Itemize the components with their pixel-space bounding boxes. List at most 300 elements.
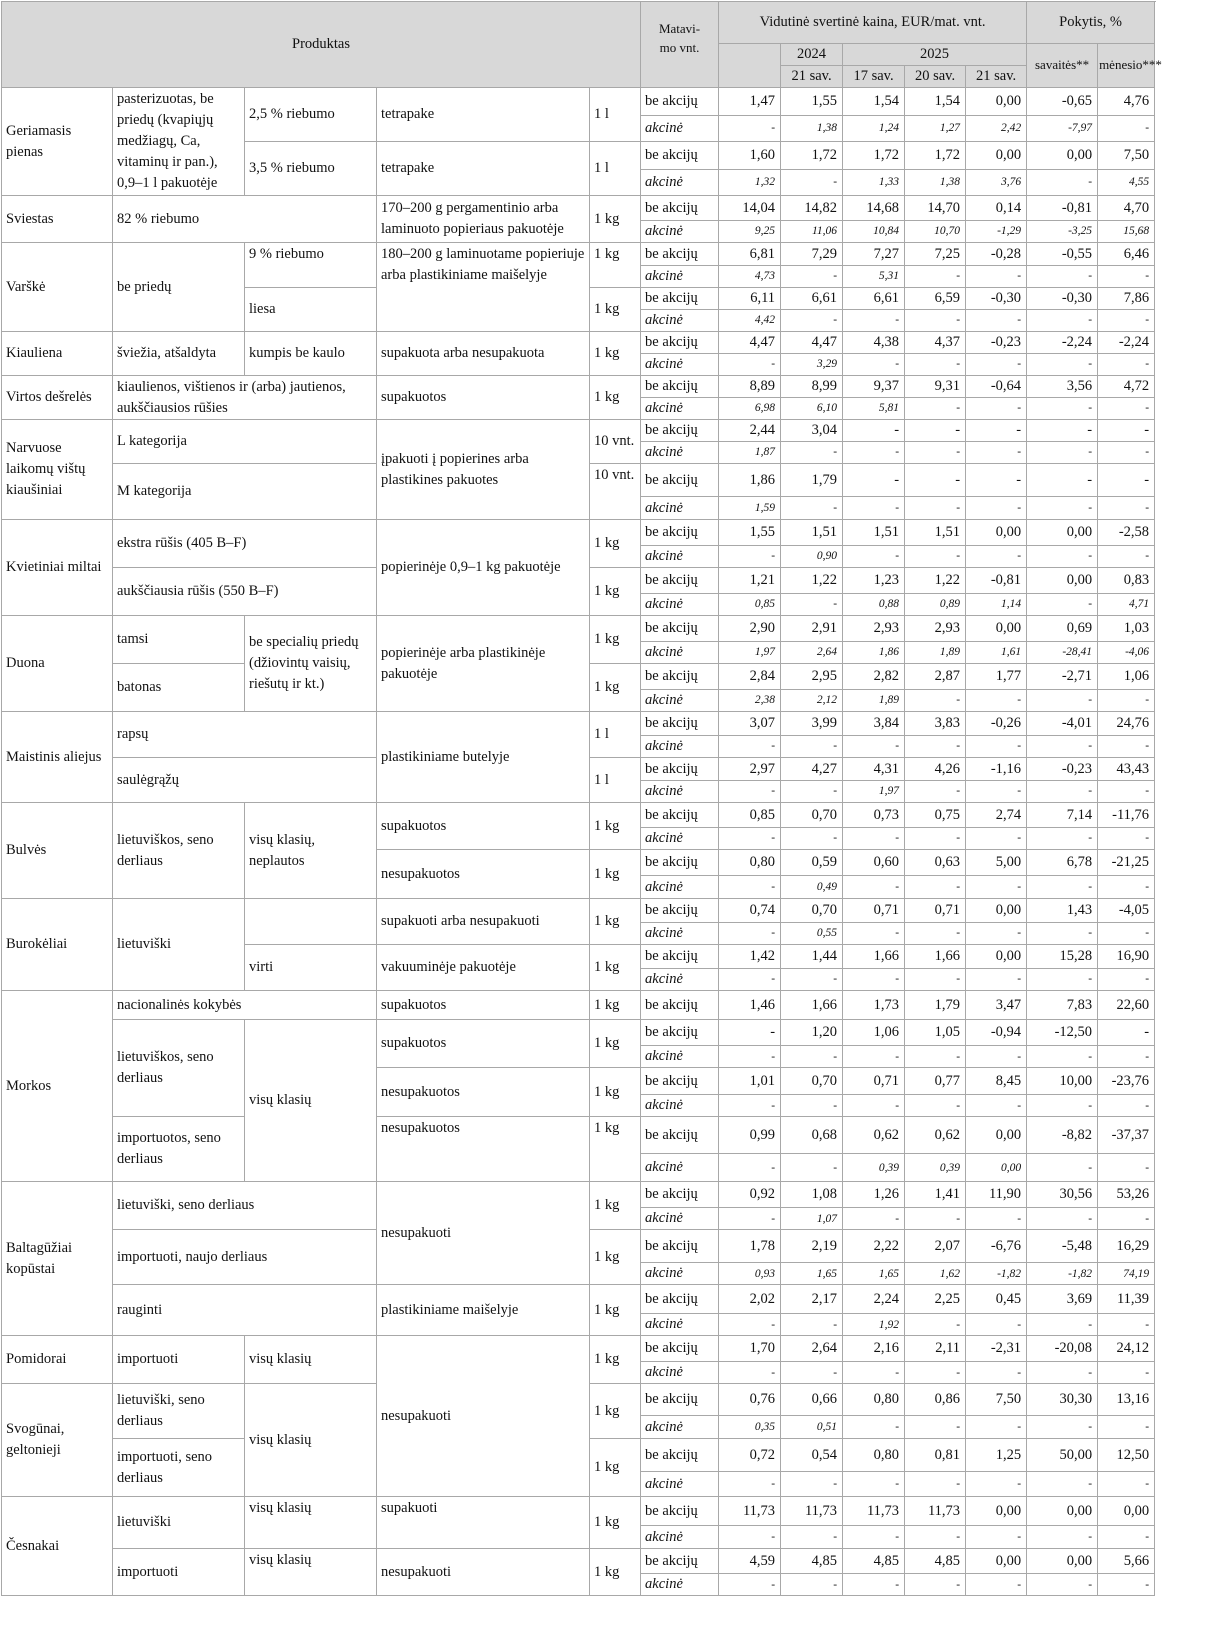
table-cell: 1 l xyxy=(590,758,641,803)
value-cell: 2,93 xyxy=(905,616,966,642)
value-cell: - xyxy=(719,876,781,899)
value-cell: 1,77 xyxy=(966,664,1027,690)
value-cell: - xyxy=(1098,1472,1155,1497)
value-cell: 1,38 xyxy=(781,116,843,142)
value-cell: 2,95 xyxy=(781,664,843,690)
value-cell: 0,93 xyxy=(719,1263,781,1285)
value-cell: - xyxy=(1027,398,1098,420)
table-cell: tetrapake xyxy=(377,88,590,142)
value-cell: 0,00 xyxy=(966,616,1027,642)
value-cell: - xyxy=(905,1416,966,1439)
value-cell: - xyxy=(905,736,966,758)
header-week-2025-20: 20 sav. xyxy=(905,66,966,88)
value-cell: - xyxy=(843,546,905,568)
value-cell: 4,31 xyxy=(843,758,905,781)
table-cell: 1 kg xyxy=(590,332,641,376)
value-cell: 1,47 xyxy=(719,88,781,116)
value-cell: -20,08 xyxy=(1027,1336,1098,1362)
value-cell: - xyxy=(905,398,966,420)
value-cell: 1,66 xyxy=(905,945,966,969)
value-cell: 4,47 xyxy=(781,332,843,354)
value-cell: 2,93 xyxy=(843,616,905,642)
value-cell: -0,64 xyxy=(966,376,1027,398)
value-cell: 74,19 xyxy=(1098,1263,1155,1285)
value-cell: - xyxy=(781,1314,843,1336)
value-cell: - xyxy=(905,354,966,376)
header-savaites: savaitės** xyxy=(1027,44,1098,88)
value-cell: - xyxy=(1098,969,1155,991)
value-cell: 1,38 xyxy=(905,170,966,196)
value-cell: - xyxy=(781,1154,843,1182)
value-cell: - xyxy=(905,690,966,712)
table-cell: 1 kg xyxy=(590,1336,641,1384)
value-cell: 6,78 xyxy=(1027,850,1098,876)
value-cell: 1,33 xyxy=(843,170,905,196)
value-cell: 11,73 xyxy=(781,1497,843,1526)
table-cell: įpakuoti į popierines arba plastikines pakuotes xyxy=(377,420,590,520)
value-cell: - xyxy=(905,546,966,568)
table-cell: visų klasių xyxy=(245,1549,377,1596)
value-cell: - xyxy=(905,310,966,332)
table-row xyxy=(2,616,1155,642)
value-cell: 1,59 xyxy=(719,497,781,520)
value-cell: - xyxy=(966,1362,1027,1384)
price-type-cell: akcinė xyxy=(641,1574,719,1596)
price-type-cell: be akcijų xyxy=(641,1068,719,1095)
value-cell: 7,25 xyxy=(905,243,966,266)
value-cell: 8,45 xyxy=(966,1068,1027,1095)
table-cell: Varškė xyxy=(2,243,113,332)
value-cell: - xyxy=(781,1095,843,1117)
value-cell: - xyxy=(1098,464,1155,497)
value-cell: 1,01 xyxy=(719,1068,781,1095)
table-cell: be priedų xyxy=(113,243,245,332)
value-cell: - xyxy=(1098,690,1155,712)
value-cell: - xyxy=(843,464,905,497)
value-cell: 24,76 xyxy=(1098,712,1155,736)
table-cell: lietuviški, seno derliaus xyxy=(113,1384,245,1439)
value-cell: 1,86 xyxy=(843,642,905,664)
price-type-cell: be akcijų xyxy=(641,664,719,690)
value-cell: - xyxy=(843,1526,905,1549)
value-cell: - xyxy=(719,1095,781,1117)
value-cell: - xyxy=(905,442,966,464)
value-cell: 1,03 xyxy=(1098,616,1155,642)
value-cell: - xyxy=(1027,690,1098,712)
value-cell: - xyxy=(1098,1095,1155,1117)
price-type-cell: be akcijų xyxy=(641,945,719,969)
value-cell: 7,50 xyxy=(1098,142,1155,170)
value-cell: 2,22 xyxy=(843,1230,905,1263)
value-cell: 6,81 xyxy=(719,243,781,266)
value-cell: 1,43 xyxy=(1027,899,1098,923)
table-cell: tetrapake xyxy=(377,142,590,196)
value-cell: - xyxy=(843,310,905,332)
value-cell: - xyxy=(966,420,1027,442)
value-cell: 1,60 xyxy=(719,142,781,170)
price-type-cell: akcinė xyxy=(641,310,719,332)
value-cell: 4,38 xyxy=(843,332,905,354)
table-cell: Pomidorai xyxy=(2,1336,113,1384)
value-cell: 3,69 xyxy=(1027,1285,1098,1314)
value-cell: -0,30 xyxy=(1027,288,1098,310)
table-cell: nacionalinės kokybės xyxy=(113,991,377,1020)
value-cell: 43,43 xyxy=(1098,758,1155,781)
value-cell: 0,45 xyxy=(966,1285,1027,1314)
value-cell: 1,46 xyxy=(719,991,781,1020)
value-cell: - xyxy=(719,781,781,803)
value-cell: - xyxy=(966,690,1027,712)
value-cell: - xyxy=(1027,1154,1098,1182)
value-cell: - xyxy=(1027,266,1098,288)
value-cell: 2,90 xyxy=(719,616,781,642)
value-cell: - xyxy=(843,420,905,442)
value-cell: - xyxy=(719,546,781,568)
value-cell: 16,90 xyxy=(1098,945,1155,969)
value-cell: 0,59 xyxy=(781,850,843,876)
value-cell: - xyxy=(966,1416,1027,1439)
value-cell: 0,00 xyxy=(966,1549,1027,1574)
value-cell: - xyxy=(781,781,843,803)
value-cell: 2,44 xyxy=(719,420,781,442)
header-produktas: Produktas xyxy=(2,2,641,88)
price-type-cell: be akcijų xyxy=(641,1549,719,1574)
table-cell: 82 % riebumo xyxy=(113,196,377,243)
table-cell: 3,5 % riebumo xyxy=(245,142,377,196)
value-cell: - xyxy=(781,828,843,850)
value-cell: 0,71 xyxy=(905,899,966,923)
value-cell: 1,66 xyxy=(781,991,843,1020)
value-cell: - xyxy=(1027,1526,1098,1549)
header-kaina-type-blank xyxy=(719,44,781,88)
table-cell: 1 kg xyxy=(590,1117,641,1182)
value-cell: 7,83 xyxy=(1027,991,1098,1020)
value-cell: 1,22 xyxy=(781,568,843,594)
header-year-2025: 2025 xyxy=(843,44,1027,66)
value-cell: 0,35 xyxy=(719,1416,781,1439)
value-cell: - xyxy=(966,781,1027,803)
value-cell: - xyxy=(1027,969,1098,991)
table-cell: L kategorija xyxy=(113,420,377,464)
table-cell: Kiauliena xyxy=(2,332,113,376)
value-cell: 1,27 xyxy=(905,116,966,142)
value-cell: -0,23 xyxy=(966,332,1027,354)
value-cell: - xyxy=(719,923,781,945)
price-type-cell: be akcijų xyxy=(641,88,719,116)
table-cell: saulėgrąžų xyxy=(113,758,377,803)
table-cell: importuoti xyxy=(113,1336,245,1384)
value-cell: - xyxy=(843,354,905,376)
value-cell: 0,86 xyxy=(905,1384,966,1416)
value-cell: 4,85 xyxy=(905,1549,966,1574)
value-cell: - xyxy=(966,464,1027,497)
header-kaina: Vidutinė svertinė kaina, EUR/mat. vnt. xyxy=(719,2,1027,44)
price-type-cell: be akcijų xyxy=(641,803,719,828)
price-type-cell: akcinė xyxy=(641,1263,719,1285)
table-cell: Virtos dešrelės xyxy=(2,376,113,420)
value-cell: 1,70 xyxy=(719,1336,781,1362)
table-row xyxy=(2,991,1155,1020)
table-row xyxy=(2,1020,1155,1046)
value-cell: 4,72 xyxy=(1098,376,1155,398)
price-type-cell: be akcijų xyxy=(641,1439,719,1472)
value-cell: 4,47 xyxy=(719,332,781,354)
table-cell: 1 kg xyxy=(590,520,641,568)
value-cell: - xyxy=(781,1472,843,1497)
price-type-cell: akcinė xyxy=(641,1416,719,1439)
price-type-cell: akcinė xyxy=(641,1362,719,1384)
value-cell: 0,63 xyxy=(905,850,966,876)
value-cell: - xyxy=(905,1472,966,1497)
table-cell: 1 kg xyxy=(590,803,641,850)
value-cell: - xyxy=(1027,594,1098,616)
table-row xyxy=(2,1549,1155,1574)
value-cell: 3,56 xyxy=(1027,376,1098,398)
table-cell: visų klasių xyxy=(245,1497,377,1549)
price-type-cell: akcinė xyxy=(641,170,719,196)
value-cell: 2,97 xyxy=(719,758,781,781)
value-cell: 1,54 xyxy=(843,88,905,116)
price-type-cell: be akcijų xyxy=(641,616,719,642)
value-cell: 0,39 xyxy=(843,1154,905,1182)
value-cell: 0,49 xyxy=(781,876,843,899)
value-cell: - xyxy=(905,266,966,288)
value-cell: -28,41 xyxy=(1027,642,1098,664)
value-cell: 0,14 xyxy=(966,196,1027,221)
value-cell: -5,48 xyxy=(1027,1230,1098,1263)
value-cell: -0,94 xyxy=(966,1020,1027,1046)
table-cell: Burokėliai xyxy=(2,899,113,991)
value-cell: - xyxy=(1027,736,1098,758)
table-cell: lietuviškos, seno derliaus xyxy=(113,803,245,899)
table-cell: 1 l xyxy=(590,88,641,142)
table-cell: 1 kg xyxy=(590,1182,641,1230)
value-cell: 0,80 xyxy=(843,1384,905,1416)
price-type-cell: akcinė xyxy=(641,1095,719,1117)
value-cell: - xyxy=(843,969,905,991)
table-cell: nesupakuoti xyxy=(377,1549,590,1596)
value-cell: 2,12 xyxy=(781,690,843,712)
value-cell: 0,92 xyxy=(719,1182,781,1208)
value-cell: 5,81 xyxy=(843,398,905,420)
value-cell: 0,55 xyxy=(781,923,843,945)
table-cell: lietuviški xyxy=(113,1497,245,1549)
value-cell: -2,24 xyxy=(1098,332,1155,354)
value-cell: 0,00 xyxy=(1027,520,1098,546)
value-cell: - xyxy=(905,1574,966,1596)
price-type-cell: be akcijų xyxy=(641,520,719,546)
value-cell: - xyxy=(966,354,1027,376)
price-type-cell: akcinė xyxy=(641,1314,719,1336)
value-cell: 4,37 xyxy=(905,332,966,354)
value-cell: 1,06 xyxy=(1098,664,1155,690)
price-table-container xyxy=(1,1,1162,1596)
value-cell: - xyxy=(905,781,966,803)
value-cell: - xyxy=(905,1095,966,1117)
table-header xyxy=(2,2,1162,88)
value-cell: 2,91 xyxy=(781,616,843,642)
value-cell: 0,00 xyxy=(966,945,1027,969)
table-cell: lietuviški, seno derliaus xyxy=(113,1182,377,1230)
value-cell: - xyxy=(1027,442,1098,464)
value-cell: - xyxy=(843,1416,905,1439)
value-cell: - xyxy=(905,1046,966,1068)
table-cell: 1 kg xyxy=(590,243,641,288)
value-cell: - xyxy=(905,497,966,520)
value-cell: -11,76 xyxy=(1098,803,1155,828)
value-cell: 2,16 xyxy=(843,1336,905,1362)
table-cell: nesupakuoti xyxy=(377,1336,590,1497)
value-cell: 1,73 xyxy=(843,991,905,1020)
price-type-cell: be akcijų xyxy=(641,332,719,354)
table-cell: 1 kg xyxy=(590,288,641,332)
table-cell: Baltagūžiai kopūstai xyxy=(2,1182,113,1336)
table-row xyxy=(2,332,1155,354)
value-cell: - xyxy=(1027,170,1098,196)
value-cell: 2,38 xyxy=(719,690,781,712)
value-cell: 4,42 xyxy=(719,310,781,332)
value-cell: 1,21 xyxy=(719,568,781,594)
value-cell: 0,72 xyxy=(719,1439,781,1472)
price-type-cell: be akcijų xyxy=(641,1384,719,1416)
value-cell: 2,25 xyxy=(905,1285,966,1314)
value-cell: 0,74 xyxy=(719,899,781,923)
value-cell: - xyxy=(1098,116,1155,142)
value-cell: - xyxy=(843,1095,905,1117)
value-cell: - xyxy=(1098,1020,1155,1046)
value-cell: 3,47 xyxy=(966,991,1027,1020)
value-cell: - xyxy=(781,442,843,464)
value-cell: - xyxy=(966,923,1027,945)
value-cell: -2,58 xyxy=(1098,520,1155,546)
value-cell: 3,84 xyxy=(843,712,905,736)
value-cell: 1,79 xyxy=(781,464,843,497)
value-cell: 0,51 xyxy=(781,1416,843,1439)
price-type-cell: be akcijų xyxy=(641,464,719,497)
value-cell: 0,00 xyxy=(966,899,1027,923)
table-cell: supakuotos xyxy=(377,803,590,850)
value-cell: 7,86 xyxy=(1098,288,1155,310)
value-cell: 11,73 xyxy=(719,1497,781,1526)
value-cell: - xyxy=(1027,354,1098,376)
value-cell: 50,00 xyxy=(1027,1439,1098,1472)
value-cell: - xyxy=(966,1314,1027,1336)
value-cell: 1,24 xyxy=(843,116,905,142)
value-cell: 1,79 xyxy=(905,991,966,1020)
value-cell: 0,70 xyxy=(781,1068,843,1095)
value-cell: 0,00 xyxy=(1027,1549,1098,1574)
value-cell: 11,39 xyxy=(1098,1285,1155,1314)
value-cell: - xyxy=(966,546,1027,568)
value-cell: 1,97 xyxy=(843,781,905,803)
value-cell: - xyxy=(781,1526,843,1549)
table-row xyxy=(2,520,1155,546)
value-cell: - xyxy=(719,969,781,991)
table-cell: liesa xyxy=(245,288,377,332)
price-type-cell: akcinė xyxy=(641,497,719,520)
value-cell: - xyxy=(843,1472,905,1497)
value-cell: - xyxy=(719,1526,781,1549)
value-cell: 2,64 xyxy=(781,642,843,664)
value-cell: 16,29 xyxy=(1098,1230,1155,1263)
value-cell: 1,97 xyxy=(719,642,781,664)
price-type-cell: akcinė xyxy=(641,546,719,568)
price-type-cell: akcinė xyxy=(641,923,719,945)
value-cell: 1,54 xyxy=(905,88,966,116)
value-cell: - xyxy=(905,828,966,850)
price-type-cell: be akcijų xyxy=(641,712,719,736)
table-cell: 170–200 g pergamentinio arba laminuoto popieriaus pakuotėje xyxy=(377,196,590,243)
table-cell: Duona xyxy=(2,616,113,712)
price-type-cell: be akcijų xyxy=(641,376,719,398)
value-cell: 0,00 xyxy=(966,1117,1027,1154)
table-cell: Maistinis aliejus xyxy=(2,712,113,803)
table-row xyxy=(2,803,1155,828)
value-cell: 11,73 xyxy=(905,1497,966,1526)
value-cell: 22,60 xyxy=(1098,991,1155,1020)
value-cell: - xyxy=(905,420,966,442)
value-cell: - xyxy=(1098,736,1155,758)
table-cell: supakuotos xyxy=(377,376,590,420)
value-cell: - xyxy=(1027,497,1098,520)
table-cell: kumpis be kaulo xyxy=(245,332,377,376)
price-type-cell: akcinė xyxy=(641,828,719,850)
value-cell: - xyxy=(966,1208,1027,1230)
value-cell: 1,72 xyxy=(781,142,843,170)
value-cell: 11,73 xyxy=(843,1497,905,1526)
price-type-cell: be akcijų xyxy=(641,196,719,221)
value-cell: 0,39 xyxy=(905,1154,966,1182)
value-cell: - xyxy=(1027,464,1098,497)
table-cell: 180–200 g laminuotame popieriuje arba plastikiniame maišelyje xyxy=(377,243,590,332)
value-cell: - xyxy=(905,876,966,899)
value-cell: - xyxy=(719,354,781,376)
value-cell: 1,26 xyxy=(843,1182,905,1208)
value-cell: 3,83 xyxy=(905,712,966,736)
value-cell: - xyxy=(719,736,781,758)
value-cell: - xyxy=(1027,1095,1098,1117)
value-cell: 0,80 xyxy=(719,850,781,876)
value-cell: 2,87 xyxy=(905,664,966,690)
table-cell: 1 kg xyxy=(590,899,641,945)
value-cell: -0,26 xyxy=(966,712,1027,736)
value-cell: 1,55 xyxy=(781,88,843,116)
value-cell: - xyxy=(719,1020,781,1046)
header-pokytis: Pokytis, % xyxy=(1027,2,1155,44)
value-cell: 8,89 xyxy=(719,376,781,398)
value-cell: 4,59 xyxy=(719,1549,781,1574)
table-row xyxy=(2,712,1155,736)
value-cell: - xyxy=(1098,1416,1155,1439)
value-cell: 0,00 xyxy=(1098,1497,1155,1526)
table-cell: plastikiniame maišelyje xyxy=(377,1285,590,1336)
value-cell: 0,00 xyxy=(966,88,1027,116)
value-cell: 2,24 xyxy=(843,1285,905,1314)
table-cell: 1 l xyxy=(590,712,641,758)
value-cell: 0,68 xyxy=(781,1117,843,1154)
value-cell: - xyxy=(781,969,843,991)
value-cell: 2,02 xyxy=(719,1285,781,1314)
value-cell: 0,62 xyxy=(905,1117,966,1154)
value-cell: - xyxy=(966,310,1027,332)
header-week-2025-17: 17 sav. xyxy=(843,66,905,88)
price-type-cell: akcinė xyxy=(641,1526,719,1549)
value-cell: 2,17 xyxy=(781,1285,843,1314)
table-cell: 1 kg xyxy=(590,991,641,1020)
price-type-cell: akcinė xyxy=(641,781,719,803)
value-cell: 30,30 xyxy=(1027,1384,1098,1416)
value-cell: -12,50 xyxy=(1027,1020,1098,1046)
